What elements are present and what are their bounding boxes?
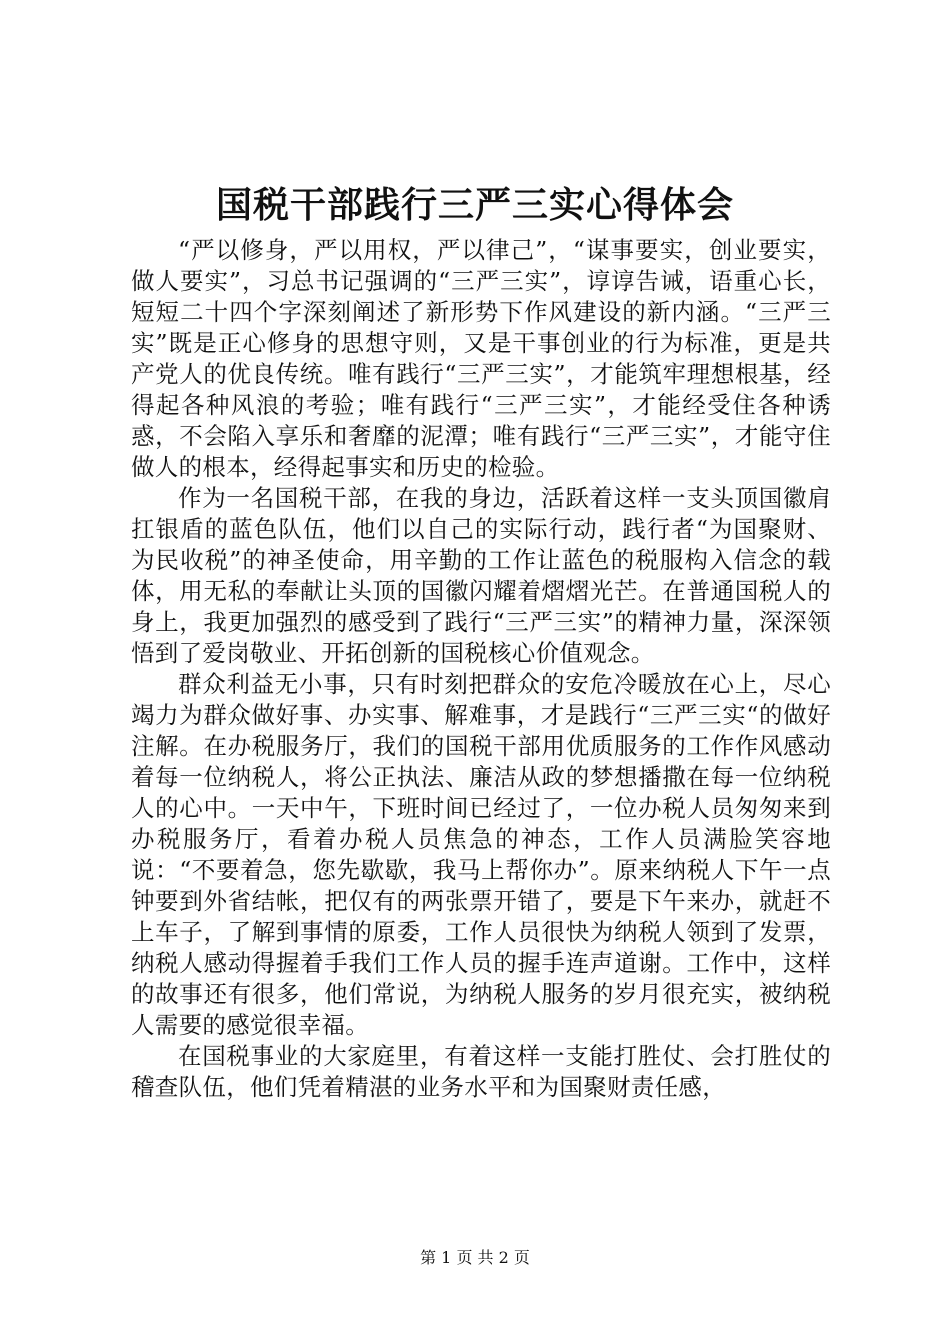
paragraph: 在国税事业的大家庭里，有着这样一支能打胜仗、会打胜仗的稽查队伍，他们凭着精湛的业务水平和为国聚财责任感， [131,1042,831,1101]
paragraph: 作为一名国税干部，在我的身边，活跃着这样一支头顶国徽肩扛银盾的蓝色队伍，他们以自己的实际行动，践行者“为国聚财、为民收税”的神圣使命，用辛勤的工作让蓝色的税服构入信念的载体，用无私的奉献让头顶的国徽闪耀着熠熠光芒。在普通国税人的身上，我更加强烈的感受到了践行“三严三实”的精神力量，深深领悟到了爱岗敬业、开拓创新的国税核心价值观念。 [131,484,831,667]
paragraph: “严以修身，严以用权，严以律己”，“谋事要实，创业要实，做人要实”，习总书记强调的“三严三实”，谆谆告诫，语重心长，短短二十四个字深刻阐述了新形势下作风建设的新内涵。“三严三实”既是正心修身的思想守则，又是干事创业的行为标准，更是共产党人的优良传统。唯有践行“三严三实”，才能筑牢理想根基，经得起各种风浪的考验；唯有践行“三严三实”，才能经受住各种诱惑，不会陷入享乐和奢靡的泥潭；唯有践行“三严三实”，才能守住做人的根本，经得起事实和历史的检验。 [131,236,831,481]
page-footer: 第 1 页 共 2 页 [420,1248,530,1267]
document-body [131,235,831,1103]
document-title: 国税干部践行三严三实心得体会 [215,185,734,226]
paragraph: 群众利益无小事，只有时刻把群众的安危冷暖放在心上，尽心竭力为群众做好事、办实事、解难事，才是践行“三严三实“的做好注解。在办税服务厅，我们的国税干部用优质服务的工作作风感动着每一位纳税人，将公正执法、廉洁从政的梦想播撒在每一位纳税人的心中。一天中午，下班时间已经过了，一位办税人员匆匆来到办税服务厅，看着办税人员焦急的神态，工作人员满脸笑容地说：“不要着急，您先歇歇，我马上帮你办”。原来纳税人下午一点钟要到外省结帐，把仅有的两张票开错了，要是下午来办，就赶不上车子，了解到事情的原委，工作人员很快为纳税人领到了发票，纳税人感动得握着手我们工作人员的握手连声道谢。工作中，这样的故事还有很多，他们常说，为纳税人服务的岁月很充实，被纳税人需要的感觉很幸福。 [131,670,831,1039]
